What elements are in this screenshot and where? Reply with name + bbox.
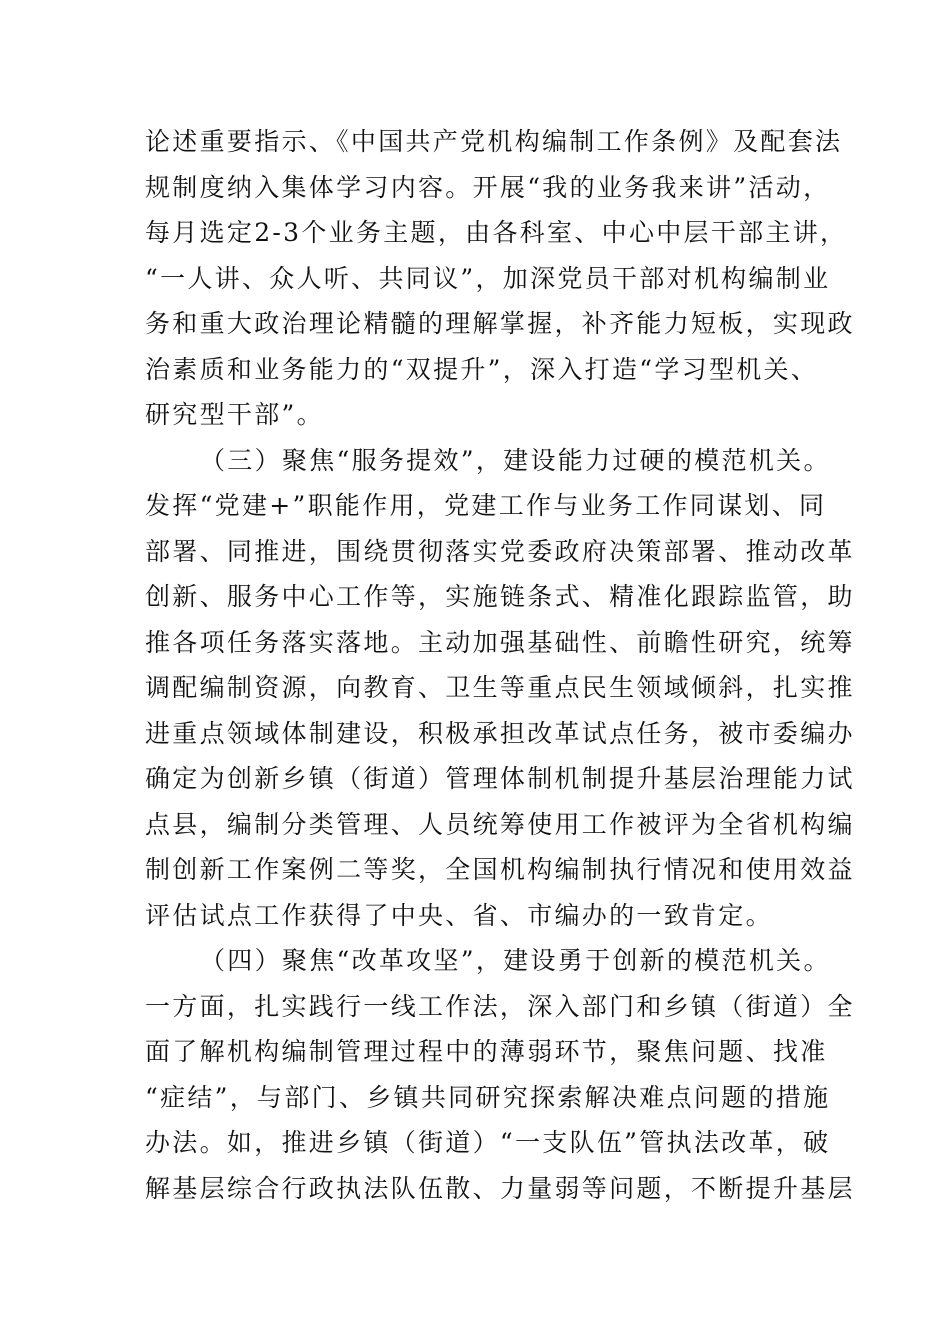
text-line: 务和重大政治理论精髓的理解掌握，补齐能力短板，实现政 <box>145 309 855 338</box>
section-heading-3: （三）聚焦“服务提效”，建设能力过硬的模范机关。 <box>200 445 831 475</box>
text-line: 调配编制资源，向教育、卫生等重点民生领域倾斜，扎实推 <box>145 673 855 702</box>
text-line: “症结”，与部门、乡镇共同研究探索解决难点问题的措施 <box>145 1082 831 1112</box>
text-line: 确定为创新乡镇（街道）管理体制机制提升基层治理能力试 <box>145 764 855 793</box>
text-line: 论述重要指示、《中国共产党机构编制工作条例》及配套法 <box>145 127 843 156</box>
body-text <box>145 119 855 1211</box>
text-line: 点县，编制分类管理、人员统筹使用工作被评为全省机构编 <box>145 809 855 839</box>
text-line: 评估试点工作获得了中央、省、市编办的一致肯定。 <box>145 900 773 930</box>
text-line: 发挥“党建+”职能作用，党建工作与业务工作同谋划、同 <box>145 491 827 520</box>
text-line: 办法。如，推进乡镇（街道）“一支队伍”管执法改革，破 <box>145 1128 831 1157</box>
text-line: 制创新工作案例二等奖，全国机构编制执行情况和使用效益 <box>145 855 855 884</box>
section-heading-4: （四）聚焦“改革攻坚”，建设勇于创新的模范机关。 <box>200 946 831 975</box>
text-line: 每月选定2-3个业务主题，由各科室、中心中层干部主讲， <box>145 218 848 247</box>
text-line: 研究型干部”。 <box>145 400 324 429</box>
text-line: 创新、服务中心工作等，实施链条式、精准化跟踪监管，助 <box>145 582 855 611</box>
text-line: “一人讲、众人听、共同议”，加深党员干部对机构编制业 <box>145 263 831 293</box>
text-line: 治素质和业务能力的“双提升”，深入打造“学习型机关、 <box>145 354 819 384</box>
text-line: 推各项任务落实落地。主动加强基础性、前瞻性研究，统筹 <box>145 627 855 657</box>
text-line: 部署、同推进，围绕贯彻落实党委政府决策部署、推动改革 <box>145 536 855 566</box>
text-line: 一方面，扎实践行一线工作法，深入部门和乡镇（街道）全 <box>145 991 855 1021</box>
text-line: 解基层综合行政执法队伍散、力量弱等问题，不断提升基层 <box>145 1173 855 1203</box>
text-line: 面了解机构编制管理过程中的薄弱环节，聚焦问题、找准 <box>145 1037 828 1066</box>
text-line: 进重点领域体制建设，积极承担改革试点任务，被市委编办 <box>145 718 855 748</box>
text-line: 规制度纳入集体学习内容。开展“我的业务我来讲”活动， <box>145 172 831 202</box>
